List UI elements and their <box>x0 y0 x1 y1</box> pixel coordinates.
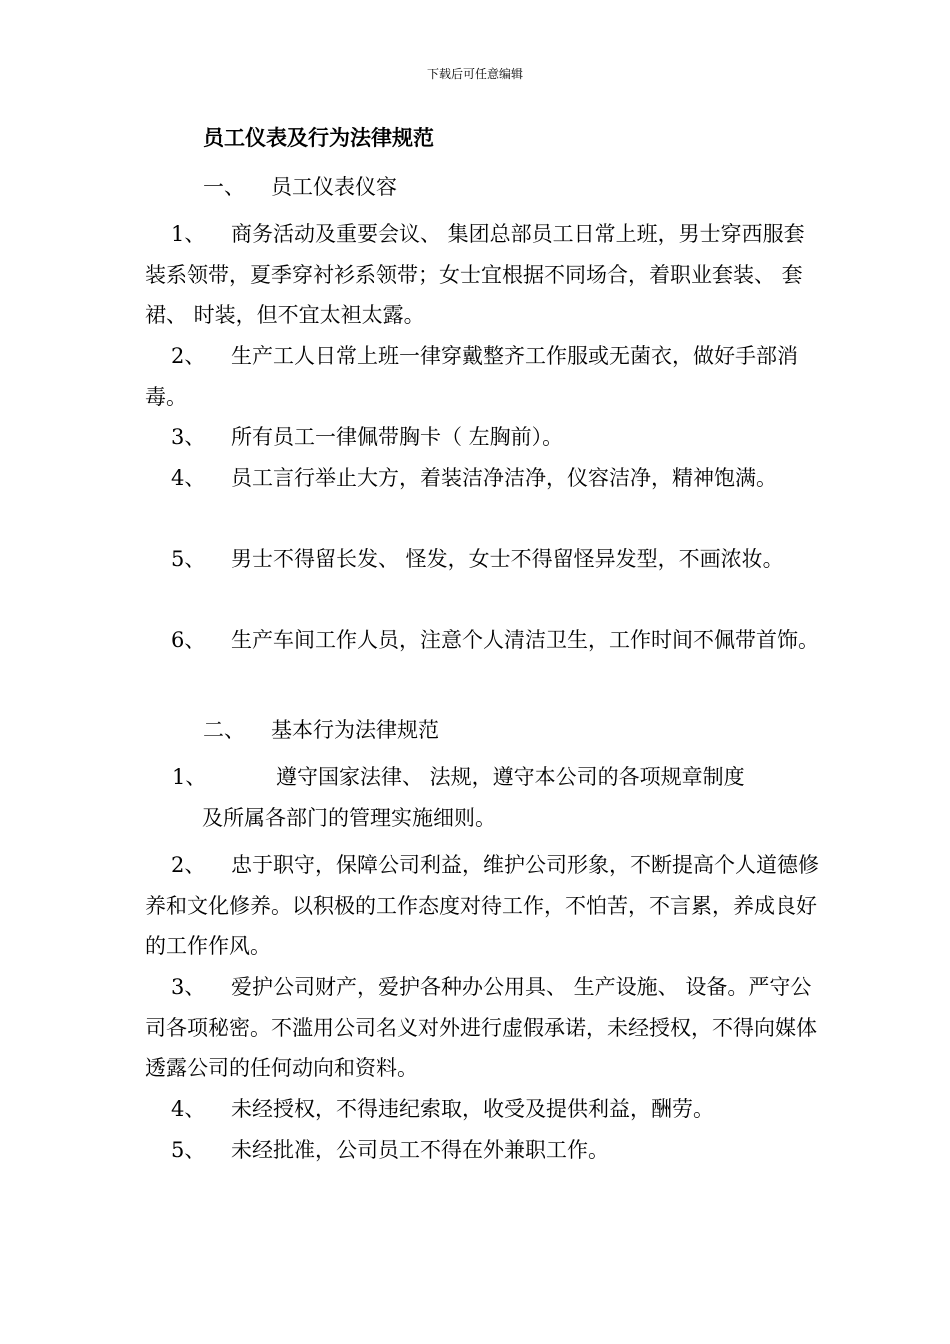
list-item <box>145 1089 825 1130</box>
item-number: 1、 <box>171 222 206 246</box>
item-text: 遵守国家法律、 法规，遵守本公司的各项规章制度 <box>276 765 745 789</box>
list-item <box>145 967 825 1089</box>
header-note: 下载后可任意编辑 <box>426 67 523 81</box>
document-title: 员工仪表及行为法律规范 <box>203 125 434 150</box>
item-number: 5、 <box>171 1138 206 1162</box>
section-heading-2 <box>203 716 439 744</box>
item-number: 6、 <box>171 628 206 652</box>
item-text: 所有员工一律佩带胸卡（ 左胸前）。 <box>231 425 564 449</box>
list-item <box>145 620 825 661</box>
item-text: 生产车间工作人员，注意个人清洁卫生，工作时间不佩带首饰。 <box>231 628 819 652</box>
section-title: 基本行为法律规范 <box>271 718 439 742</box>
item-number: 3、 <box>171 975 206 999</box>
list-item <box>145 336 825 417</box>
item-text: 爱护公司财产，爱护各种办公用具、 生产设施、 设备。严守公司各项秘密。不滥用公司名义对外进行虚假承诺，未经授权，不得向媒体透露公司的任何动向和资料。 <box>145 975 817 1080</box>
item-number: 3、 <box>171 425 206 449</box>
item-text-continuation: 及所属各部门的管理实施细则。 <box>202 805 496 830</box>
item-number: 4、 <box>171 466 206 490</box>
item-number: 2、 <box>171 344 206 368</box>
item-text: 生产工人日常上班一律穿戴整齐工作服或无菌衣，做好手部消毒。 <box>145 344 798 409</box>
item-text: 未经批准，公司员工不得在外兼职工作。 <box>231 1138 609 1162</box>
section-heading-1 <box>203 173 397 201</box>
list-item <box>145 458 825 499</box>
list-item <box>145 1130 825 1171</box>
item-number: 4、 <box>171 1097 206 1121</box>
item-text: 男士不得留长发、 怪发，女士不得留怪异发型，不画浓妆。 <box>231 547 784 571</box>
list-item <box>145 845 825 967</box>
item-number: 2、 <box>171 853 206 877</box>
list-item <box>145 214 825 336</box>
item-number: 1、 <box>172 765 207 789</box>
item-number: 5、 <box>171 547 206 571</box>
list-item <box>145 417 825 458</box>
item-text: 忠于职守，保障公司利益，维护公司形象，不断提高个人道德修养和文化修养。以积极的工作态度对待工作，不怕苦，不言累，养成良好的工作作风。 <box>145 853 819 958</box>
section-title: 员工仪表仪容 <box>271 175 397 199</box>
section-number: 一、 <box>203 175 245 199</box>
list-item <box>172 757 832 838</box>
item-text: 商务活动及重要会议、 集团总部员工日常上班，男士穿西服套装系领带，夏季穿衬衫系领带；女士宜根据不同场合，着职业套装、 套裙、 时装，但不宜太袒太露。 <box>145 222 805 327</box>
item-text: 未经授权，不得违纪索取，收受及提供利益，酬劳。 <box>231 1097 714 1121</box>
list-item <box>145 539 825 580</box>
section-number: 二、 <box>203 718 245 742</box>
item-text: 员工言行举止大方，着装洁净洁净，仪容洁净，精神饱满。 <box>231 466 777 490</box>
